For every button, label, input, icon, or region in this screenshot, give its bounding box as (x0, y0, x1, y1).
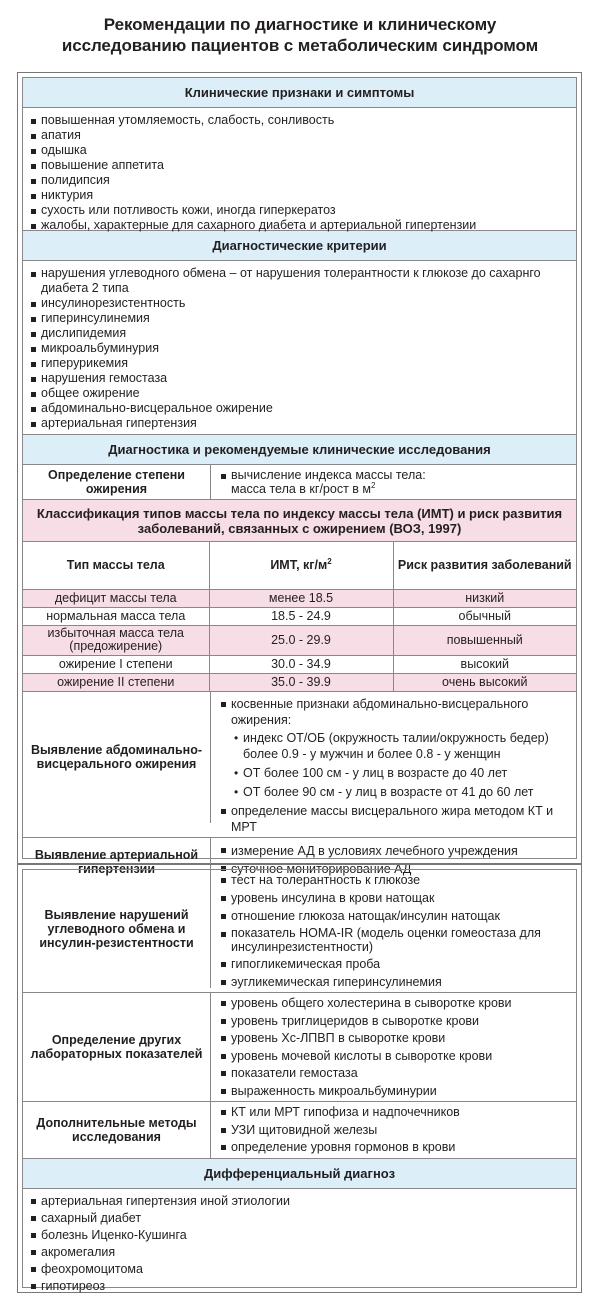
cell-bmi: менее 18.5 (209, 589, 393, 607)
col-bmi-text: ИМТ, кг/м (270, 557, 328, 572)
recommendations-sheet-1 (17, 72, 582, 876)
col-bmi-header (209, 542, 393, 589)
criteria-heading: Диагностические критерии (23, 231, 576, 261)
additional-value (211, 1102, 576, 1158)
differential-section (23, 1159, 576, 1295)
cell-bmi: 30.0 - 34.9 (209, 655, 393, 673)
cell-risk: низкий (393, 589, 576, 607)
col-risk-header: Риск развития заболеваний (393, 542, 576, 589)
criteria-item: инсулинорезистентность (29, 296, 568, 311)
criteria-item: гиперурикемия (29, 356, 568, 371)
lab-item: уровень общего холестерина в сыворотке крови (219, 995, 572, 1011)
bmi-header-row (23, 542, 576, 589)
carbohydrate-item: эугликемическая гиперинсулинемия (219, 974, 572, 990)
diagnostics-heading: Диагностика и рекомендуемые клинические исследования (23, 435, 576, 465)
carbohydrate-item: отношение глюкоза натощак/инсулин натощак (219, 908, 572, 924)
criteria-list (23, 261, 576, 434)
clinical-item: никтурия (29, 188, 568, 203)
criteria-section (23, 231, 576, 435)
page-title (0, 14, 600, 56)
carbohydrate-label: Выявление нарушений углеводного обмена и инсулин-резистентности (23, 870, 211, 988)
carbohydrate-item: показатель HOMA-IR (модель оценки гомеостаза для инсулинрезистентности) (219, 926, 572, 954)
lab-item: уровень Хс-ЛПВП в сыворотке крови (219, 1030, 572, 1046)
cell-risk: повышенный (393, 625, 576, 655)
cell-type: ожирение I степени (23, 655, 209, 673)
abdominal-item: определение массы висцерального жира методом КТ и МРТ (219, 803, 572, 835)
bmi-classification-table (23, 542, 576, 692)
carbohydrate-list (219, 872, 572, 990)
abdominal-list-2 (219, 803, 572, 835)
differential-item: акромегалия (29, 1244, 568, 1261)
title-line-1: Рекомендации по диагностике и клиническому (103, 15, 497, 34)
abdominal-row (23, 692, 576, 838)
hypertension-item: суточное мониторирование АД (219, 860, 572, 878)
lab-list (219, 995, 572, 1099)
cell-bmi: 18.5 - 24.9 (209, 607, 393, 625)
criteria-item: абдоминально-висцеральное ожирение (29, 401, 568, 416)
clinical-heading: Клинические признаки и симптомы (23, 78, 576, 108)
carbohydrate-item: гипогликемическая проба (219, 956, 572, 972)
carbohydrate-item: тест на толерантность к глюкозе (219, 872, 572, 888)
differential-item: сахарный диабет (29, 1210, 568, 1227)
col-type-header: Тип массы тела (23, 542, 209, 589)
lab-item: уровень мочевой кислоты в сыворотке крови (219, 1048, 572, 1064)
carbohydrate-value (211, 870, 576, 992)
carbohydrate-item: уровень инсулина в крови натощак (219, 890, 572, 906)
obesity-label: Определение степени ожирения (23, 465, 211, 499)
cell-type: ожирение II степени (23, 673, 209, 691)
abdominal-subitem: • индекс ОТ/ОБ (окружность талии/окружность бедер) более 0.9 - у мужчин и более 0.8 - у женщин (233, 730, 572, 762)
additional-label: Дополнительные методы исследования (23, 1102, 211, 1158)
cell-bmi: 25.0 - 29.9 (209, 625, 393, 655)
cell-type: избыточная масса тела (предожирение) (23, 625, 209, 655)
obesity-item (219, 468, 572, 496)
obesity-list (219, 468, 572, 496)
additional-list (219, 1104, 572, 1155)
abdominal-label: Выявление абдоминально-висцерального ожирения (23, 692, 211, 823)
criteria-item: общее ожирение (29, 386, 568, 401)
cell-type: дефицит массы тела (23, 589, 209, 607)
col-bmi-sup: 2 (327, 556, 332, 566)
clinical-item: апатия (29, 128, 568, 143)
obesity-row (23, 465, 576, 500)
differential-item: феохромоцитома (29, 1261, 568, 1278)
criteria-item: нарушения углеводного обмена – от нарушения толерантности к глюкозе до сахарнго диабета 2 типа (29, 266, 568, 296)
table-row (23, 589, 576, 607)
cell-bmi: 35.0 - 39.9 (209, 673, 393, 691)
table-row (23, 625, 576, 655)
clinical-item: полидипсия (29, 173, 568, 188)
cell-risk: обычный (393, 607, 576, 625)
obesity-item-sup: 2 (370, 480, 376, 490)
lab-item: уровень триглицеридов в сыворотке крови (219, 1013, 572, 1029)
clinical-item: сухость или потливость кожи, иногда гиперкератоз (29, 203, 568, 218)
cell-risk: очень высокий (393, 673, 576, 691)
hypertension-item: измерение АД в условиях лечебного учреждения (219, 842, 572, 860)
obesity-item-line2: масса тела в кг/рост в м (231, 482, 371, 496)
clinical-item: повышенная утомляемость, слабость, сонливость (29, 113, 568, 128)
abdominal-value (211, 692, 576, 837)
criteria-item: артериальная гипертензия (29, 416, 568, 431)
recommendations-sheet-2 (17, 864, 582, 1293)
differential-item: болезнь Иценко-Кушинга (29, 1227, 568, 1244)
hypertension-label: Выявление артериальной гипертензии (23, 838, 211, 886)
criteria-item: дислипидемия (29, 326, 568, 341)
cell-risk: высокий (393, 655, 576, 673)
table-row (23, 655, 576, 673)
lab-row (23, 993, 576, 1102)
additional-item: КТ или МРТ гипофиза и надпочечников (219, 1104, 572, 1120)
abdominal-subitem: • ОТ более 90 см - у лиц в возрасте от 41 до 60 лет (233, 784, 572, 800)
additional-item: УЗИ щитовидной железы (219, 1122, 572, 1138)
criteria-item: микроальбуминурия (29, 341, 568, 356)
differential-list (23, 1189, 576, 1295)
clinical-item: повышение аппетита (29, 158, 568, 173)
cell-type: нормальная масса тела (23, 607, 209, 625)
differential-item: артериальная гипертензия иной этиологии (29, 1193, 568, 1210)
carbohydrate-row (23, 870, 576, 993)
diagnostics-section (23, 435, 576, 886)
additional-row (23, 1102, 576, 1159)
obesity-value (211, 465, 576, 499)
lab-label: Определение других лабораторных показателей (23, 993, 211, 1101)
clinical-item: одышка (29, 143, 568, 158)
lab-value (211, 993, 576, 1101)
table-row (23, 673, 576, 691)
differential-item: гипотиреоз (29, 1278, 568, 1295)
classification-heading: Классификация типов массы тела по индексу массы тела (ИМТ) и риск развития заболеваний, связанных с ожирением (ВОЗ, 1997) (23, 500, 576, 542)
abdominal-item: косвенные признаки абдоминально-висцерального ожирения: (219, 696, 572, 728)
differential-heading: Дифференциальный диагноз (23, 1159, 576, 1189)
criteria-item: нарушения гемостаза (29, 371, 568, 386)
obesity-item-line1: вычисление индекса массы тела: (231, 468, 426, 482)
clinical-section (23, 78, 576, 231)
criteria-item: гиперинсулинемия (29, 311, 568, 326)
clinical-list (23, 108, 576, 230)
clinical-item: жалобы, характерные для сахарного диабета и артериальной гипертензии (29, 218, 568, 233)
table-row (23, 607, 576, 625)
sheet-1-frame (22, 77, 577, 876)
abdominal-subitem: • ОТ более 100 см - у лиц в возрасте до 40 лет (233, 765, 572, 781)
lab-item: выраженность микроальбуминурии (219, 1083, 572, 1099)
lab-item: показатели гемостаза (219, 1065, 572, 1081)
title-line-2: исследованию пациентов с метаболическим синдромом (61, 36, 539, 55)
sheet-2-frame (22, 869, 577, 1293)
abdominal-sublist (219, 728, 572, 800)
additional-item: определение уровня гормонов в крови (219, 1139, 572, 1155)
abdominal-list (219, 696, 572, 728)
